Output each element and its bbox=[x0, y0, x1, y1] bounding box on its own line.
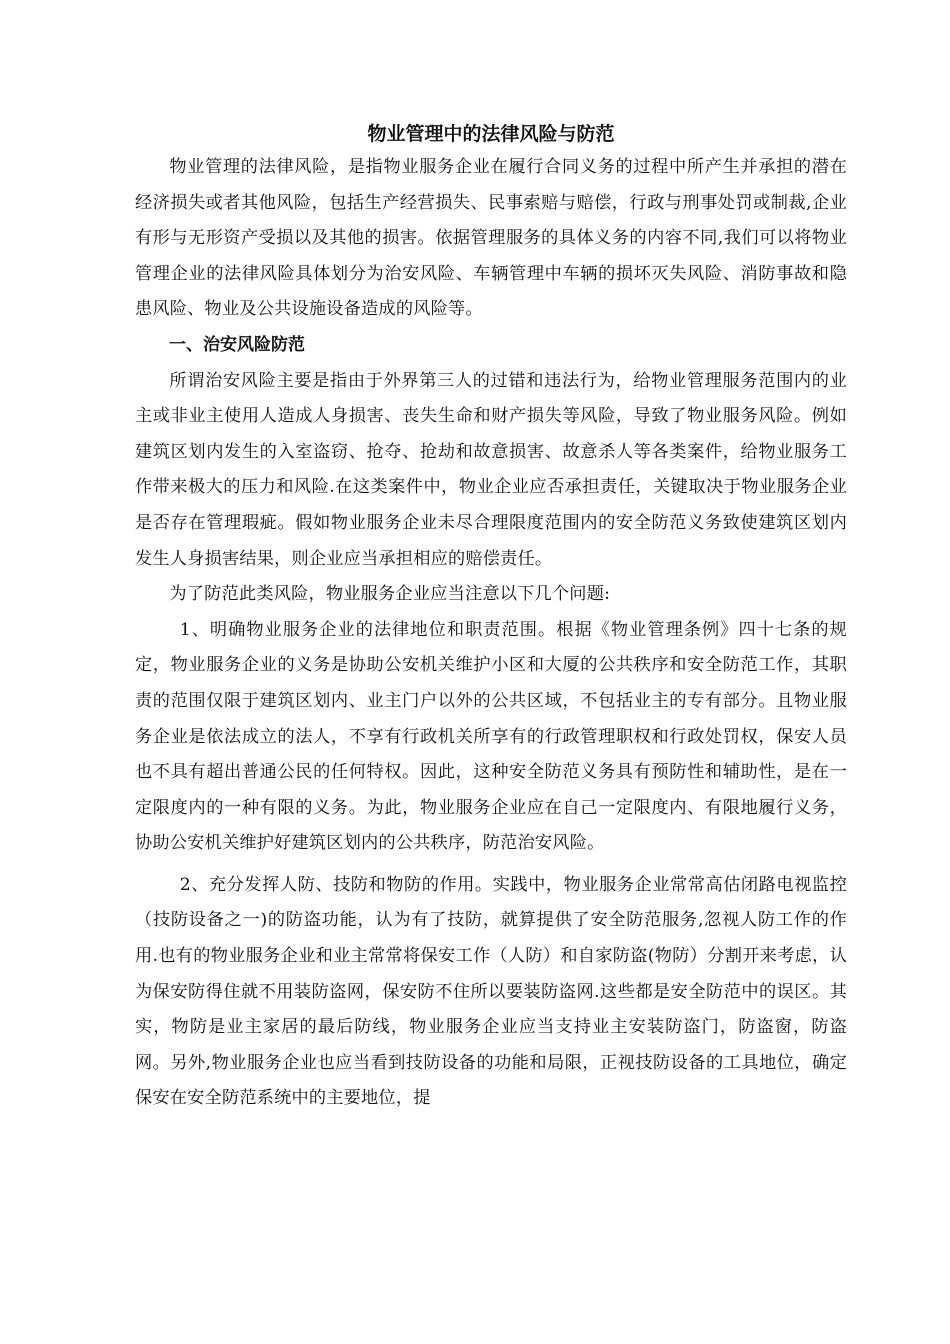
intro-paragraph: 物业管理的法律风险，是指物业服务企业在履行合同义务的过程中所产生并承担的潜在经济损失或者其他风险，包括生产经营损失、民事索赔与赔偿，行政与刑事处罚或制裁,企业有形与无形资产受损以及其他的损害。依据管理服务的具体义务的内容不同,我们可以将物业管理企业的法律风险具体划分为治安风险、车辆管理中车辆的损坏灭失风险、消防事故和隐患风险、物业及公共设施设备造成的风险等。 bbox=[135, 157, 847, 320]
document-page bbox=[135, 118, 847, 1117]
list-item-1: 1、明确物业服务企业的法律地位和职责范围。根据《物业管理条例》四十七条的规定，物业服务企业的义务是协助公安机关维护小区和大厦的公共秩序和安全防范工作，其职责的范围仅限于建筑区划内、业主门户以外的公共区域，不包括业主的专有部分。且物业服务企业是依法成立的法人，不享有行政机关所享有的行政管理职权和行政处罚权，保安人员也不具有超出普通公民的任何特权。因此，这种安全防范义务具有预防性和辅助性，是在一定限度内的一种有限的义务。为此，物业服务企业应在自己一定限度内、有限地履行义务，协助公安机关维护好建筑区划内的公共秩序，防范治安风险。 bbox=[135, 619, 847, 854]
prevention-intro-paragraph: 为了防范此类风险，物业服务企业应当注意以下几个问题: bbox=[169, 584, 611, 605]
section-heading-security: 一、治安风险防范 bbox=[169, 334, 305, 355]
security-risk-paragraph: 所谓治安风险主要是指由于外界第三人的过错和违法行为，给物业管理服务范围内的业主或非业主使用人造成人身损害、丧失生命和财产损失等风险，导致了物业服务风险。例如建筑区划内发生的入室盗窃、抢夺、抢劫和故意损害、故意杀人等各类案件，给物业服务工作带来极大的压力和风险.在这类案件中，物业企业应否承担责任，关键取决于物业服务企业是否存在管理瑕疵。假如物业服务企业未尽合理限度范围内的安全防范义务致使建筑区划内发生人身损害结果，则企业应当承担相应的赔偿责任。 bbox=[135, 370, 847, 569]
document-title: 物业管理中的法律风险与防范 bbox=[367, 123, 615, 145]
list-item-2: 2、充分发挥人防、技防和物防的作用。实践中，物业服务企业常常高估闭路电视监控（技防设备之一)的防盗功能，认为有了技防，就算提供了安全防范服务,忽视人防工作的作用.也有的物业服务企业和业主常常将保安工作（人防）和自家防盗(物防）分割开来考虑，认为保安防得住就不用装防盗网，保安防不住所以要装防盗网.这些都是安全防范中的误区。其实，物防是业主家居的最后防线，物业服务企业应当支持业主安装防盗门，防盗窗，防盗网。另外,物业服务企业也应当看到技防设备的功能和局限，正视技防设备的工具地位，确定保安在安全防范系统中的主要地位，提 bbox=[135, 874, 847, 1109]
